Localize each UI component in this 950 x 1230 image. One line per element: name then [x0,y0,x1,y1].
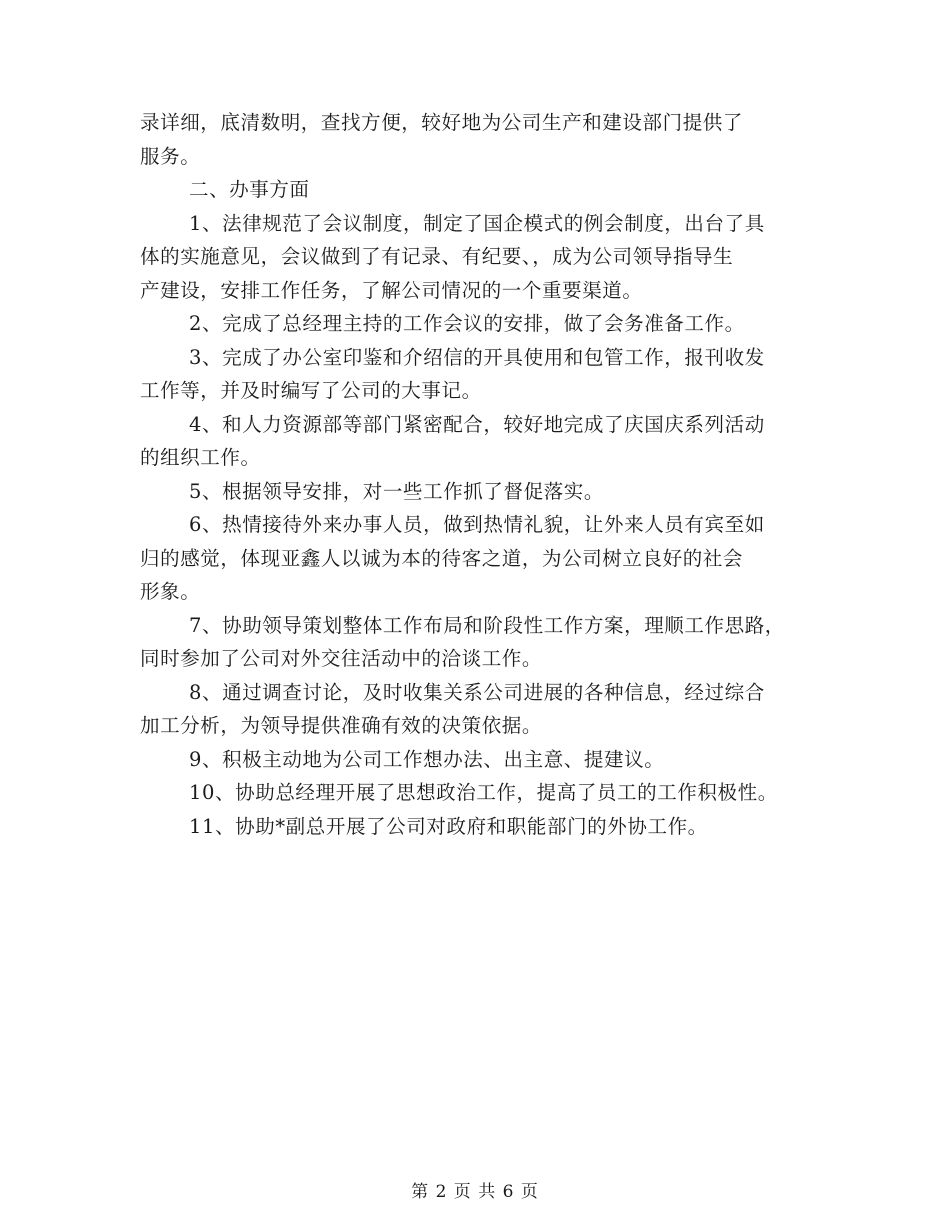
text-line: 6、热情接待外来办事人员，做到热情礼貌，让外来人员有宾至如 [189,513,765,536]
list-item [140,609,820,676]
text-line: 体的实施意见，会议做到了有记录、有纪要、，成为公司领导指导生 [140,245,734,268]
text-line: 加工分析，为领导提供准确有效的决策依据。 [140,714,543,737]
text-line: 工作等，并及时编写了公司的大事记。 [140,379,482,402]
list-item [140,207,820,308]
text-line: 8、通过调查讨论，及时收集关系公司进展的各种信息，经过综合 [189,680,765,704]
text-line: 产建设，安排工作任务，了解公司情况的一个重要渠道。 [140,278,643,302]
list-item [140,475,820,509]
text-line: 服务。 [140,144,201,168]
section-heading-text: 二、办事方面 [189,178,310,201]
list-item [140,676,820,743]
text-line: 归的感觉，体现亚鑫人以诚为本的待客之道，为公司树立良好的社会 [140,546,744,570]
list-item [140,743,820,777]
text-line: 10、协助总经理开展了思想政治工作，提高了员工的工作积极性。 [189,781,778,804]
text-line: 1、法律规范了会议制度，制定了国企模式的例会制度，出台了具 [189,211,765,235]
text-line: 2、完成了总经理主持的工作会议的安排，做了会务准备工作。 [189,312,745,335]
text-line: 4、和人力资源部等部门紧密配合，较好地完成了庆国庆系列活动 [189,412,765,436]
text-line: 录详细，底清数明，查找方便，较好地为公司生产和建设部门提供了 [140,111,744,134]
list-item [140,341,820,408]
text-line: 9、积极主动地为公司工作想办法、出主意、提建议。 [189,747,665,771]
text-line: 的组织工作。 [140,446,261,469]
text-line: 11、协助*副总开展了公司对政府和职能部门的外协工作。 [189,814,708,838]
document-body [140,106,820,843]
text-line: 同时参加了公司对外交往活动中的洽谈工作。 [140,647,543,670]
page-number-label: 第 2 页 共 6 页 [411,1182,539,1202]
text-line: 5、根据领导安排，对一些工作抓了督促落实。 [189,479,605,503]
text-line: 形象。 [140,580,201,603]
text-line: 7、协助领导策划整体工作布局和阶段性工作方案，理顺工作思路， [189,613,785,637]
list-item [140,408,820,475]
list-item [140,307,820,341]
list-item [140,810,820,844]
text-line: 3、完成了办公室印鉴和介绍信的开具使用和包管工作，报刊收发 [189,345,765,369]
section-heading [140,173,820,207]
list-item [140,776,820,810]
page-footer [0,1180,950,1204]
continuation-paragraph [140,106,820,173]
list-item [140,508,820,609]
